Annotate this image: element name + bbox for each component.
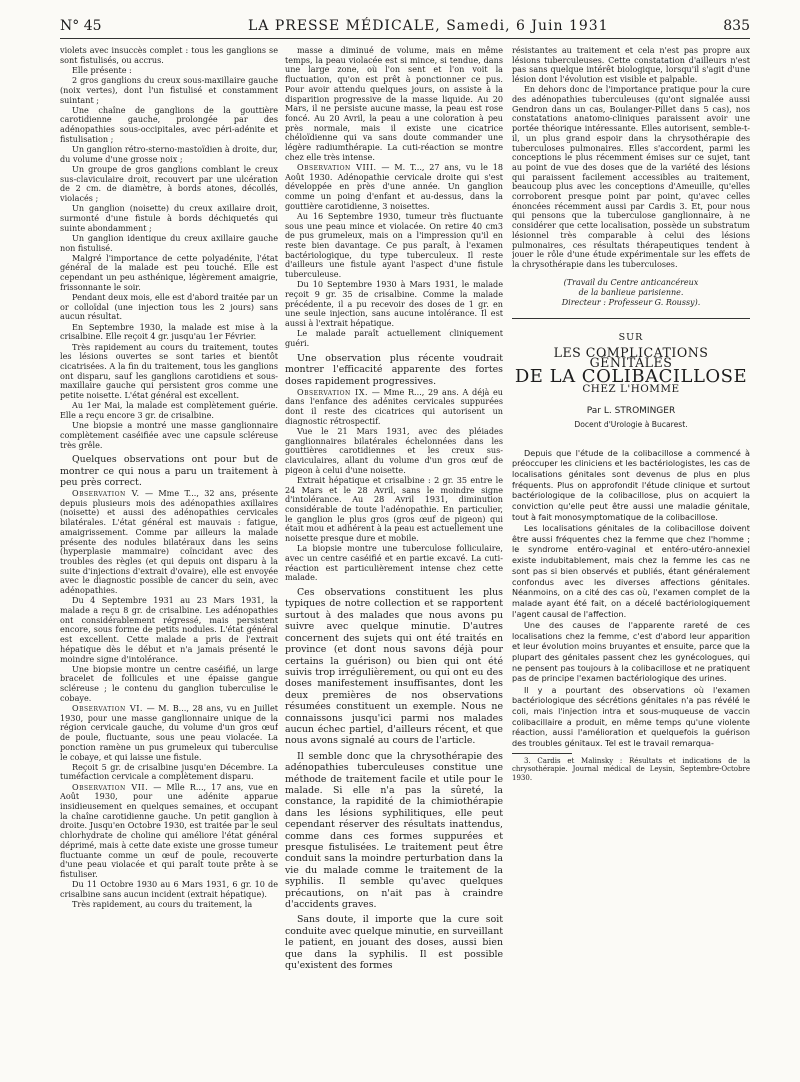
column-right-paragraphs [512, 46, 750, 270]
column-left-observations [60, 489, 278, 910]
observation-heading: Observation V. [72, 488, 140, 499]
author-affiliation: Docent d'Urologie à Bucarest. [574, 419, 688, 429]
institution-credit [512, 278, 750, 308]
column-middle [285, 46, 503, 1066]
credit-line: (Travail du Centre anticancéreux [563, 277, 699, 287]
paragraph: violets avec insuccès complet : tous les ganglions se sont fistulisés, ou accrus. [60, 46, 278, 65]
paragraph [285, 476, 503, 544]
paragraph: En dehors donc de l'importance pratique pour la cure des adénopathies tuberculeuses (qu'ont signalée aussi Gendron dans un cas, Boulanger-Pillet dans 5 cas), nos constatations anatomo-cliniques paraissent avoir une portée théorique intéressante. Elles autorisent, semble-t-il, un plus grand espoir dans la chrysothérapie des tuberculoses pulmonaires. Elles s'accordent, parmi les conceptions le plus récemment émises sur ce sujet, tant au point de vue des doses que de la variété des lésions qui paraissent facilement accessibles au traitement, beaucoup plus avec les conceptions d'Ameuille, qu'elles corroborent presque point par point, qu'avec celles énoncées récemment aussi par Cardis 3. Et, pour nous qui pensons que la tuberculose ganglionnaire, à ne considérer que cette localisation, possède un substratum lésionnel très comparable à celui des lésions pulmonaires, ces résultats thérapeutiques tendent à jouer le rôle d'une étude expérimentale sur les effets de la chrysothérapie dans les tuberculoses. [512, 84, 750, 269]
paragraph-text: — M. T..., 27 ans, vu le 18 Août 1930. Adénopathie cervicale droite qui s'est développée en près d'une année. Un ganglion comme un poing d'enfant et au-dessus, dans la gouttière carotidienne, 3 noisettes. [285, 161, 503, 211]
paragraph-text: Le malade paraît actuellement cliniquement guéri. [285, 328, 503, 349]
paragraph-text: Reçoit 5 gr. de crisalbine jusqu'en Décembre. La tuméfaction cervicale a complètement disparu. [60, 761, 278, 782]
paragraph-text: Très rapidement, au cours du traitement, la [72, 899, 253, 910]
paragraph-text: masse a diminué de volume, mais en même temps, la peau violacée est si mince, si tendue, dans une large zone, où l'on sent et l'on voit la fluctuation, qu'on est prêt à ponctionner ce pus. Pour avoir attendu quelques jours, on assiste à la disparition progressive de la masse liquide. Au 20 Mars, il ne persiste aucune masse, la peau est rose foncé. Au 20 Avril, la peau a une coloration à peu près normale, mais il existe une cicatrice chéloïdienne qui va sans doute commander une légère radiumthérapie. La cuti-réaction se montre chez elle très intense. [285, 46, 503, 162]
paragraph: Les localisations génitales de la colibacillose doivent être aussi fréquentes chez la femme que chez l'homme ; le syndrome entéro-vaginal et entéro-utéro-annexiel existe indubitablement, mais chez la femme les cas ne sont pas si bien observés et publiés, étant généralement confondus avec les diverses affections génitales. Néanmoins, on a cité des cas où, l'examen complet de la malade ayant été fait, on a décelé bactériologiquement l'agent causal de l'affection. [512, 523, 750, 619]
paragraph [285, 163, 503, 212]
journal-title: LA PRESSE MÉDICALE, Samedi, 6 Juin 1931 [248, 18, 609, 34]
paragraph [285, 46, 503, 162]
paragraph: Il y a pourtant des observations où l'examen bactériologique des sécrétions génitales n'a pas révélé le coli, mais l'injection intra et sous-muqueuse de vaccin colibacillaire a produit, en même temps qu'une violente réaction, aussi l'amélioration et quelquefois la guérison des troubles génitaux. Tel est le travail remarqua- [512, 684, 750, 749]
credit-line: de la banlieue parisienne. [578, 287, 684, 297]
paragraph: Quelques observations ont pour but de montrer ce qui nous a paru un traitement à peu près correct. [60, 454, 278, 489]
paragraph-text: Du 11 Octobre 1930 au 6 Mars 1931, 6 gr. 10 de crisalbine sans aucun incident (extrait hépatique). [60, 879, 278, 899]
observation-heading: Observation VII. [72, 781, 149, 792]
article-kicker: SUR [618, 331, 644, 343]
paragraph-text: Vue le 21 Mars 1931, avec des pléiades ganglionnaires bilatérales échelonnées dans les gouttières carotidiennes et les creux sus-claviculaires, allant du volume d'un gros œuf de pigeon à celui d'une noisette. [285, 425, 503, 475]
observation-heading: Observation IX. [297, 386, 369, 397]
paragraph [60, 489, 278, 596]
paragraph-text: Ces observations constituent les plus typiques de notre collection et se rapportent surtout à des malades que nous avons pu suivre avec quelque minutie. D'autres concernent des sujets qui ont été traités en province (et dont nous savons déjà pour certains la guérison) ou bien qui ont été suivis trop irrégulièrement, ou qui ont eu des doses manifestement insuffisantes, dont les deux premières de nos observations résumées constituent un exemple. Nous ne connaissons jusqu'ici parmi nos malades aucun échec partiel, d'ailleurs récent, et que nous avons signalé au cours de l'article. [285, 587, 503, 747]
paragraph: 2 gros ganglions du creux sous-maxillaire gauche (noix vertes), dont l'un fistulisé et constamment suintant ; [60, 75, 278, 105]
paragraph [60, 763, 278, 782]
paragraph [60, 900, 278, 910]
paragraph-text: Sans doute, il importe que la cure soit conduite avec quelque minutie, en surveillant le patient, en jouant des doses, aussi bien que dans la syphilis. Il est possible qu'existent des formes [285, 914, 503, 972]
paragraph [285, 353, 503, 387]
article-body [512, 448, 750, 749]
paragraph-text: La biopsie montre une tuberculose folliculaire, avec un centre caséifié et en partie excavé. La cuti-réaction est particulièrement intense chez cette malade. [285, 543, 503, 583]
paragraph: Pendant deux mois, elle est d'abord traitée par un or colloïdal (une injection tous les 2 jours) sans aucun résultat. [60, 292, 278, 322]
paragraph [60, 783, 278, 880]
article-separator [512, 318, 750, 319]
paragraph-text: Du 10 Septembre 1930 à Mars 1931, le malade reçoit 9 gr. 35 de crisalbine. Comme la malade précédente, il a pu recevoir des doses de 1 gr. en une seule injection, sans aucune intolérance. Il est aussi à l'extrait hépatique. [285, 279, 503, 329]
paragraph [285, 914, 503, 971]
paragraph-text: Une biopsie montre un centre caséifié, un large bracelet de follicules et une épaisse gangue scléreuse ; le contenu du ganglion tuberculise le cobaye. [60, 663, 278, 703]
article-title-line-2: DE LA COLIBACILLOSE [514, 365, 748, 387]
issue-number: N° 45 [60, 18, 102, 34]
article-title-line-1: LES COMPLICATIONS GÉNITALES [553, 345, 709, 371]
paragraph: En Septembre 1930, la malade est mise à la crisalbine. Elle reçoit 4 gr. jusqu'au 1er Février. [60, 321, 278, 342]
paragraph [285, 427, 503, 476]
column-middle-paragraphs [285, 46, 503, 971]
footnote: 3. Cardis et Malinsky : Résultats et indications de la chrysothérapie. Journal médical de Leysin, Septembre-Octobre 1930. [512, 756, 750, 782]
paragraph: Très rapidement au cours du traitement, toutes les lésions ouvertes se sont taries et bientôt cicatrisées. A la fin du traitement, tous les ganglions ont disparu, sauf les ganglions carotidiens et sous-maxillaire gauche qui persistent gros comme une petite noisette. L'état général est excellent. [60, 341, 278, 401]
paragraph: Un ganglion identique du creux axillaire gauche non fistulisé. [60, 232, 278, 253]
paragraph-text: Une observation plus récente voudrait montrer l'efficacité apparente des fortes doses rapidement progressives. [285, 352, 503, 387]
observation-heading: Observation VI. [72, 703, 144, 714]
paragraph: résistantes au traitement et cela n'est pas propre aux lésions tuberculeuses. Cette constatation d'ailleurs n'est pas sans quelque intérêt biologique, lorsqu'il s'agit d'une lésion dont l'évolution est visible et palpable. [512, 46, 750, 85]
credit-line: Directeur : Professeur G. Roussy). [561, 297, 701, 307]
paragraph-text: — M. B..., 28 ans, vu en Juillet 1930, pour une masse ganglionnaire unique de la région cervicale gauche, du volume d'un gros œuf de poule, fluctuante, sous une peau violacée. La ponction ramène un pus grumeleux qui tuberculise le cobaye, et qui laisse une fistule. [60, 703, 278, 762]
paragraph-text: — Mme T..., 32 ans, présente depuis plusieurs mois des adénopathies axillaires (noisette) et aussi des adénopathies cervicales bilatérales. L'état général est mauvais : fatigue, amaigrissement. Comme par ailleurs la malade présente des nodules bilatéraux dans les seins (hyperplasie mammaire) coïncidant avec des troubles des règles (et qui depuis ont disparu à la suite d'injections d'extrait d'ovaire), elle est envoyée avec le diagnostic possible de cancer du sein, avec adénopathies. [60, 488, 278, 596]
paragraph-text: Du 4 Septembre 1931 au 23 Mars 1931, la malade a reçu 8 gr. de crisalbine. Les adénopathies ont considérablement régressé, mais persistent encore, sous forme de petits nodules. L'état général est excellent. Cette malade a pris de l'extrait hépatique dès le début et n'a jamais présenté le moindre signe d'intolérance. [60, 595, 278, 664]
paragraph [285, 751, 503, 911]
paragraph: Au 1er Mai, la malade est complètement guérie. Elle a reçu encore 3 gr. de crisalbine. [60, 400, 278, 421]
paragraph [285, 388, 503, 427]
page-header [60, 18, 750, 40]
paragraph [285, 212, 503, 280]
paragraph [60, 880, 278, 899]
paragraph-text: Au 16 Septembre 1930, tumeur très fluctuante sous une peau mince et violacée. On retire 40 cm3 de pus grumeleux, mais on a l'impression qu'il en reste bien davantage. Ce pus paraît, à l'examen bactériologique, du type tuberculeux. Il reste d'ailleurs une fistule ayant l'aspect d'une fistule tuberculeuse. [285, 210, 503, 280]
paragraph: Une biopsie a montré une masse ganglionnaire complètement caséifiée avec une capsule scléreuse très grêle. [60, 420, 278, 450]
paragraph: Malgré l'importance de cette polyadénite, l'état général de la malade est peu touché. Elle est cependant un peu asthénique, légèrement amaigrie, frissonnante le soir. [60, 252, 278, 292]
paragraph [60, 596, 278, 664]
column-right [512, 46, 750, 1066]
paragraph [60, 665, 278, 704]
paragraph [285, 544, 503, 583]
footnote-rule [512, 753, 572, 754]
paragraph [60, 704, 278, 762]
paragraph [285, 280, 503, 329]
paragraph: Une chaîne de ganglions de la gouttière carotidienne gauche, prolongée par des adénopathies sous-occipitales, avec péri-adénite et fistulisation ; [60, 104, 278, 144]
column-left [60, 46, 278, 1066]
article-title-line-3: CHEZ L'HOMME [582, 383, 680, 396]
paragraph: Un ganglion rétro-sterno-mastoïdien à droite, dur, du volume d'une grosse noix ; [60, 144, 278, 164]
article-author: Par L. STROMINGER [586, 406, 676, 417]
paragraph-text: — Mlle R..., 17 ans, vue en Août 1930, pour une adénite apparue insidieusement en quelques semaines, et occupant la chaîne carotidienne gauche. Un petit ganglion à droite. Jusqu'en Octobre 1930, est traitée par le seul chlorhydrate de choline qui améliore l'état général déprimé, mais à cette date existe une grosse tumeur fluctuante comme un œuf de poule, recouverte d'une peau violacée et qui paraît toute prête à se fistuliser. [60, 781, 278, 879]
paragraph [285, 587, 503, 747]
paragraph: Elle présente : [72, 64, 132, 75]
paragraph-text: Il semble donc que la chrysothérapie des adénopathies tuberculeuses constitue une méthode de traitement facile et utile pour le malade. Si elle n'a pas la sûreté, la constance, la rapidité de la chimiothérapie dans les lésions syphilitiques, elle peut cependant réserver des résultats inattendus, comme dans ces formes suppurées et presque fistulisées. Le traitement peut être conduit sans la moindre perturbation dans la vie du malade comme le traitement de la syphilis. Il semble qu'avec quelques précautions, on n'ait pas à craindre d'accidents graves. [285, 750, 503, 911]
paragraph-text: — Mme R..., 29 ans. A déjà eu dans l'enfance des adénites cervicales suppurées dont il reste des cicatrices qui autorisent un diagnostic rétrospectif. [285, 386, 503, 426]
page-number: 835 [723, 18, 750, 34]
observation-heading: Observation VIII. [297, 161, 377, 172]
paragraph-text: Extrait hépatique et crisalbine : 2 gr. 35 entre le 24 Mars et le 28 Avril, sans le moindre signe d'intolérance. Au 28 Avril 1931, diminution considérable de toute l'adénopathie. En particulier, le ganglion le plus gros (gros œuf de pigeon) qui était mou et adhérent à la peau est actuellement une noisette presque dure et mobile. [285, 474, 503, 544]
paragraph: Un groupe de gros ganglions comblant le creux sus-claviculaire droit, recouvert par une ulcération de 2 cm. de diamètre, à bords atones, décollés, violacés ; [60, 163, 278, 204]
paragraph [285, 329, 503, 348]
column-left-paragraphs [60, 46, 278, 450]
paragraph: Depuis que l'étude de la colibacillose a commencé à préoccuper les cliniciens et les bactériologistes, les cas de localisations génitales sont devenus de plus en plus fréquents. Plus on approfondit l'étude clinique et surtout bactériologique de la colibacillose, plus on acquiert la conviction qu'elle peut être aussi une maladie génitale, tout à fait monosymptomatique de la colibacillose. [512, 447, 750, 522]
paragraph: Un ganglion (noisette) du creux axillaire droit, surmonté d'une fistule à bords déchiquetés qui suinte abondamment ; [60, 203, 278, 233]
header-rule [60, 38, 750, 39]
paragraph: Une des causes de l'apparente rareté de ces localisations chez la femme, c'est d'abord leur apparition et leur évolution moins bruyantes et ensuite, parce que la plupart des génitales passent chez les gynécologues, qui ne pensent pas toujours à la colibacillose et ne pratiquent pas de principe l'examen bactériologique des urines. [512, 619, 750, 684]
